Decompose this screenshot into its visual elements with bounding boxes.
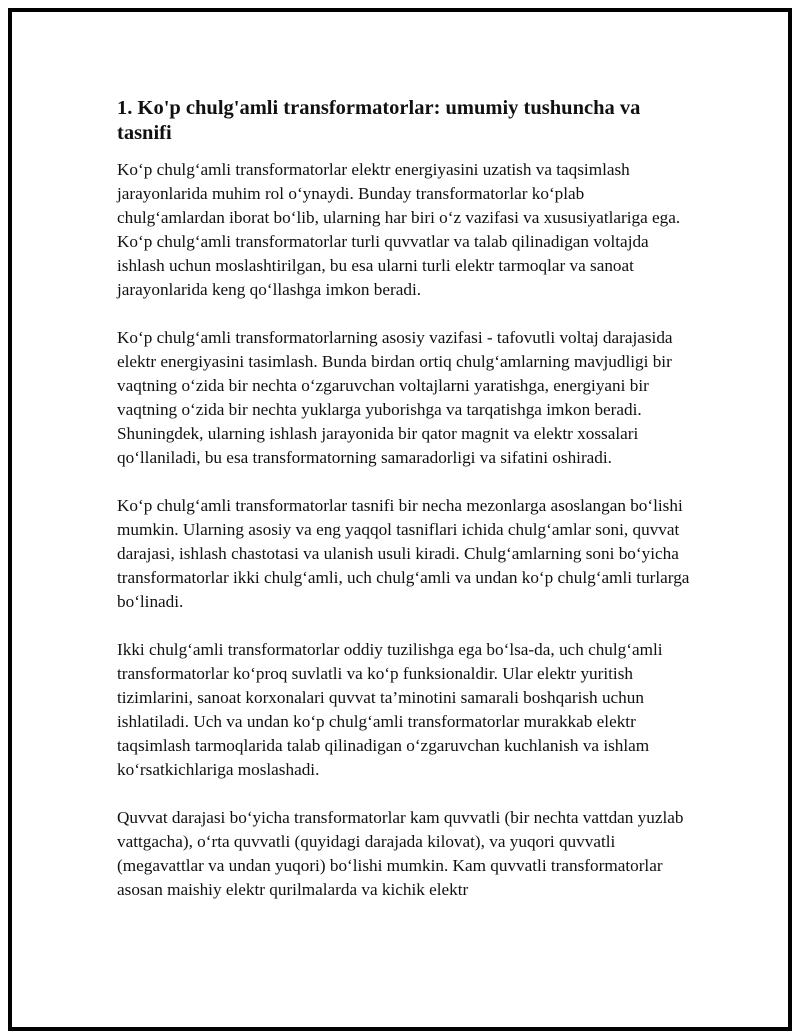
document-page bbox=[8, 8, 792, 1031]
paragraph-5: Quvvat darajasi bo‘yicha transformatorlar kam quvvatli (bir nechta vattdan yuzlab vattgacha), o‘rta quvvatli (quyidagi darajada kilovat), va yuqori quvvatli (megavattlar va undan yuqori) bo‘lishi mumkin. Kam quvvatli transformatorlar asosan maishiy elektr qurilmalarda va kichik elektr bbox=[117, 808, 684, 899]
paragraph-4: Ikki chulg‘amli transformatorlar oddiy tuzilishga ega bo‘lsa-da, uch chulg‘amli transformatorlar ko‘proq suvlatli va ko‘p funksionaldir. Ular elektr yuritish tizimlarini, sanoat korxonalari quvvat ta’minotini samarali boshqarish uchun ishlatiladi. Uch va undan ko‘p chulg‘amli transformatorlar murakkab elektr taqsimlash tarmoqlarida talab qilinadigan o‘zgaruvchan kuchlanish va ishlam ko‘rsatkichlariga moslashadi. bbox=[117, 640, 663, 779]
section-heading: 1. Ko'p chulg'amli transformatorlar: umumiy tushuncha va tasnifi bbox=[117, 97, 641, 144]
paragraph-2: Ko‘p chulg‘amli transformatorlarning asosiy vazifasi - tafovutli voltaj darajasida elektr energiyasini tasimlash. Bunda birdan ortiq chulg‘amlarning mavjudligi bir vaqtning o‘zida bir nechta o‘zgaruvchan voltajlarni yaratishga, energiyani bir vaqtning o‘zida bir nechta yuklarga yuborishga va tarqatishga imkon beradi. Shuningdek, ularning ishlash jarayonida bir qator magnit va elektr xossalari qo‘llaniladi, bu esa transformatorning samaradorligi va sifatini oshiradi. bbox=[117, 328, 673, 467]
document-content bbox=[117, 96, 692, 926]
paragraph-1: Ko‘p chulg‘amli transformatorlar elektr energiyasini uzatish va taqsimlash jarayonlarida muhim rol o‘ynaydi. Bunday transformatorlar ko‘plab chulg‘amlardan iborat bo‘lib, ularning har biri o‘z vazifasi va xususiyatlariga ega. Ko‘p chulg‘amli transformatorlar turli quvvatlar va talab qilinadigan voltajda ishlash uchun moslashtirilgan, bu esa ularni turli elektr tarmoqlar va sanoat jarayonlarida keng qo‘llashga imkon beradi. bbox=[117, 160, 681, 299]
paragraph-3: Ko‘p chulg‘amli transformatorlar tasnifi bir necha mezonlarga asoslangan bo‘lishi mumkin. Ularning asosiy va eng yaqqol tasniflari ichida chulg‘amlar soni, quvvat darajasi, ishlash chastotasi va ulanish usuli kiradi. Chulg‘amlarning soni bo‘yicha transformatorlar ikki chulg‘amli, uch chulg‘amli va undan ko‘p chulg‘amli turlarga bo‘linadi. bbox=[117, 496, 690, 611]
